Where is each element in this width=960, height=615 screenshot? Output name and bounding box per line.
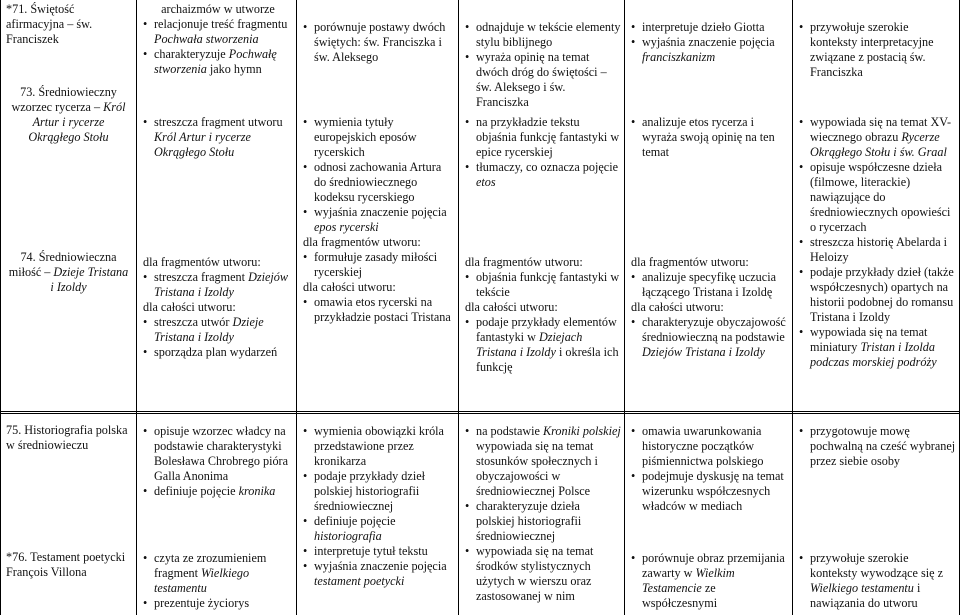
col3-item: • odnajduje w tekście elementy stylu biblijnego [465,20,621,50]
col5-item: • opisuje współczesne dzieła (filmowe, literackie) nawiązujące do średniowiecznych opowieści o rycerzach [799,160,956,235]
col1-subheading: dla całości utworu: [143,300,236,314]
col1-mid [137,115,296,160]
col1-item: • streszcza utwór Dzieje Tristana i Izoldy [143,315,293,345]
col2-top [297,20,458,65]
col5-row76 [793,551,959,611]
col2-item: • definiuje pojęcie historiografia [303,514,455,544]
col3-row75 [459,424,624,604]
col4-item: • interpretuje dzieło Giotta [631,20,789,35]
col3-subheading: dla całości utworu: [465,300,558,314]
lesson-73-work: Król Artur i rycerze Okrągłego Stołu [28,100,126,144]
col5-item: • przywołuje szerokie konteksty interpretacyjne związane z postacią św. Franciszka [799,20,956,80]
lesson-73 [0,85,135,145]
col2-item: • wymienia tytuły europejskich eposów rycerskich [303,115,455,160]
col2-item: • omawia etos rycerski na przykładzie postaci Tristana [303,295,455,325]
col2-item: • wyjaśnia znaczenie pojęcia epos rycerski [303,205,455,235]
col2-item: • interpretuje tytuł tekstu [303,544,455,559]
col1-item: • prezentuje życiorys [143,596,293,611]
col3-item: • tłumaczy, co oznacza pojęcie etos [465,160,621,190]
col4-item: • podejmuje dyskusję na temat wizerunku współczesnych władców w mediach [631,469,789,514]
col1-top [137,2,296,77]
col4-item: • wyjaśnia znaczenie pojęcia franciszkanizm [631,35,789,65]
col3-item: • wypowiada się na temat środków stylistycznych użytych w wierszu oraz zastosowanej w nim [465,544,621,604]
col1-item: • sporządza plan wydarzeń [143,345,293,360]
col2-mid [297,115,458,325]
col5-item: • przywołuje szerokie konteksty wywodzące się z Wielkiego testamentu i nawiązania do utworu [799,551,956,611]
col3-lower [459,255,624,375]
col4-lower [625,255,792,360]
lesson-75 [0,423,135,453]
col3-item: • charakteryzuje dzieła polskiej historiografii średniowiecznej [465,499,621,544]
col2-subheading: dla całości utworu: [303,280,396,294]
col1-row76 [137,551,296,611]
lesson-75-title: 75. Historiografia polska w średniowieczu [6,423,128,452]
col5-item: • przygotowuje mowę pochwalną na cześć wybranej przez siebie osoby [799,424,956,469]
col3-item: • wyraża opinię na temat dwóch dróg do świętości – św. Aleksego i św. Franciszka [465,50,621,110]
col4-item: • analizuje specyfikę uczucia łączącego Tristana i Izoldę [631,270,789,300]
col4-row75 [625,424,792,514]
col4-item: • charakteryzuje obyczajowość średniowieczną na podstawie Dziejów Tristana i Izoldy [631,315,789,360]
lesson-71 [0,2,135,47]
col1-item: • streszcza fragment Dziejów Tristana i Izoldy [143,270,293,300]
col5-item: • wypowiada się na temat XV-wiecznego obrazu Rycerze Okrągłego Stołu i św. Graal [799,115,956,160]
col3-subheading: dla fragmentów utworu: [465,255,583,269]
col4-top [625,20,792,65]
col5-top [793,20,959,80]
col1-subheading: dla fragmentów utworu: [143,255,261,269]
col2-subheading: dla fragmentów utworu: [303,235,421,249]
col1-item: • relacjonuje treść fragmentu Pochwała stworzenia [143,17,293,47]
col2-item: • formułuje zasady miłości rycerskiej [303,250,455,280]
lesson-73-number: 73. Średniowieczny wzorzec rycerza – [11,85,117,114]
col1-text: archaizmów w utworze [161,2,275,16]
col1-row75 [137,424,296,499]
col1-item: • charakteryzuje Pochwałę stworzenia jako hymn [143,47,293,77]
lesson-74 [0,250,135,295]
col3-item: • objaśnia funkcję fantastyki w tekście [465,270,621,300]
col4-row76 [625,551,792,611]
row-divider [0,413,960,414]
col4-mid [625,115,792,160]
lesson-74-number: 74. Średniowieczna miłość – [8,250,117,279]
lesson-76-title: *76. Testament poetycki François Villona [6,550,126,579]
col2-row75 [297,424,458,589]
col4-subheading: dla fragmentów utworu: [631,255,749,269]
col2-item: • wyjaśnia znaczenie pojęcia testament poetycki [303,559,455,589]
col5-item: • podaje przykłady dzieł (także współczesnych) opartych na historii podobnej do romansu Tristana i Izoldy [799,265,956,325]
col5-mid [793,115,959,370]
col5-item: • wypowiada się na temat miniatury Tristan i Izolda podczas morskiej podróży [799,325,956,370]
col3-item: • na przykładzie tekstu objaśnia funkcję fantastyki w epice rycerskiej [465,115,621,160]
col1-item: • streszcza fragment utworu Król Artur i rycerze Okrągłego Stołu [143,115,293,160]
col1-item: • czyta ze zrozumieniem fragment Wielkiego testamentu [143,551,293,596]
lesson-74-work: Dzieje Tristana i Izoldy [50,265,129,294]
lesson-76 [0,550,135,580]
col3-top [459,20,624,110]
col4-item: • porównuje obraz przemijania zawarty w Wielkim Testamencie ze współczesnymi [631,551,789,611]
lesson-71-title: *71. Świętość afirmacyjna – św. Franciszek [6,2,93,46]
col4-subheading: dla całości utworu: [631,300,724,314]
row-divider [0,411,960,412]
col3-item: • podaje przykłady elementów fantastyki w Dziejach Tristana i Izoldy i określa ich funkcję [465,315,621,375]
col5-item: • streszcza historię Abelarda i Heloizy [799,235,956,265]
col2-item: • odnosi zachowania Artura do średniowiecznego kodeksu rycerskiego [303,160,455,205]
col3-mid [459,115,624,190]
col3-item: • na podstawie Kroniki polskiej wypowiada się na temat stosunków społecznych i obyczajowości w średniowiecznej Polsce [465,424,621,499]
col1-lower [137,255,296,360]
col1-item: • opisuje wzorzec władcy na podstawie charakterystyki Bolesława Chrobrego pióra Galla Anonima [143,424,293,484]
col2-item: • porównuje postawy dwóch świętych: św. Franciszka i św. Aleksego [303,20,455,65]
col5-row75 [793,424,959,469]
col4-item: • omawia uwarunkowania historyczne początków piśmiennictwa polskiego [631,424,789,469]
col1-item: • definiuje pojęcie kronika [143,484,293,499]
col2-item: • podaje przykłady dzieł polskiej historiografii średniowiecznej [303,469,455,514]
col4-item: • analizuje etos rycerza i wyraża swoją opinię na ten temat [631,115,789,160]
col2-item: • wymienia obowiązki króla przedstawione przez kronikarza [303,424,455,469]
